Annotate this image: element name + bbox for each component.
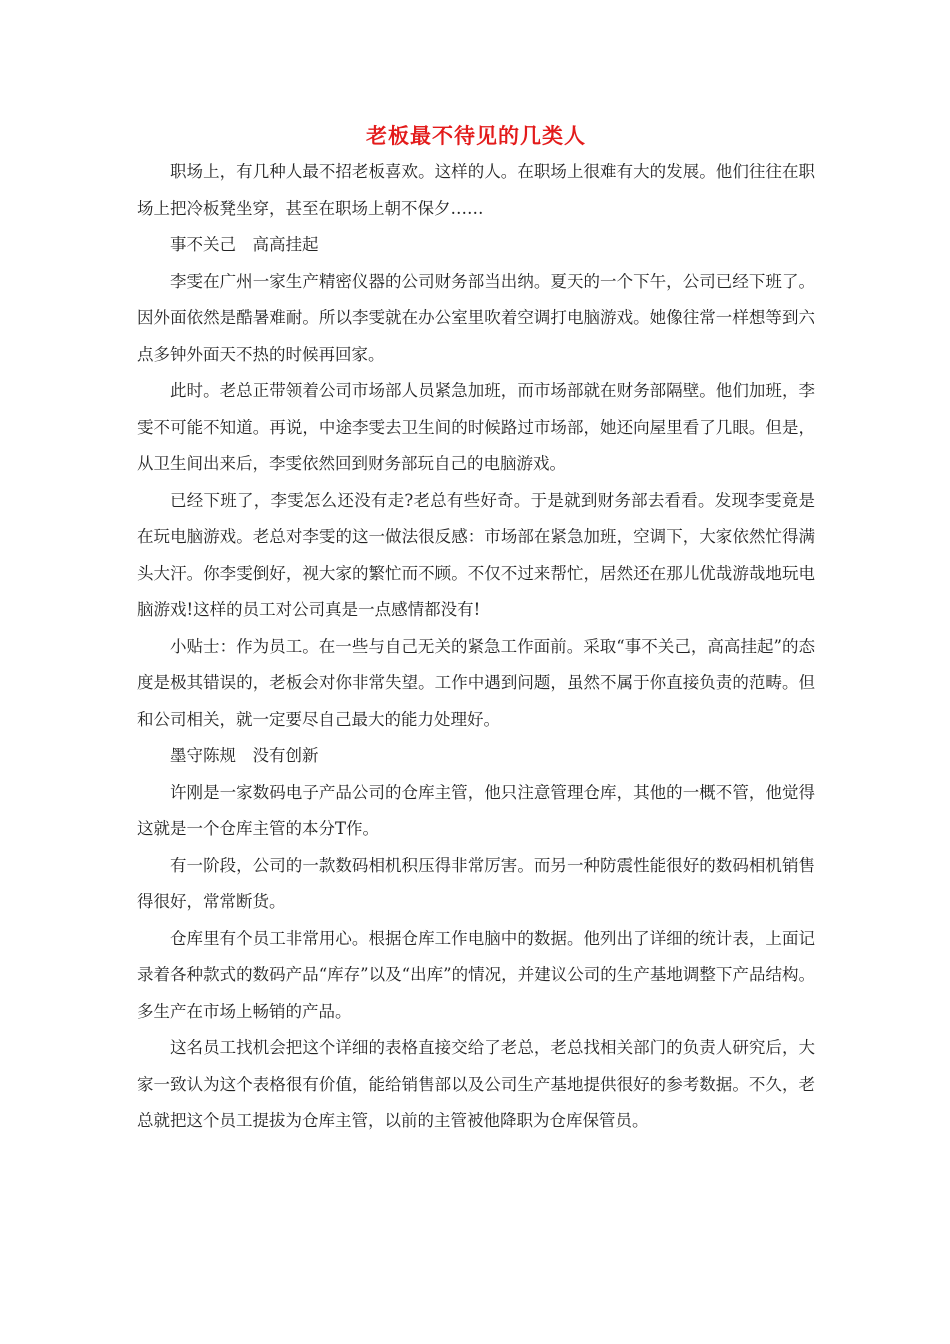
body-paragraph: 这名员工找机会把这个详细的表格直接交给了老总，老总找相关部门的负责人研究后，大家一致认为这个表格很有价值，能给销售部以及公司生产基地提供很好的参考数据。不久，老总就把这个员工提拔为仓库主管，以前的主管被他降职为仓库保管员。 (137, 1038, 815, 1130)
body-paragraph: 仓库里有个员工非常用心。根据仓库工作电脑中的数据。他列出了详细的统计表，上面记录着各种款式的数码产品“库存”以及“出库”的情况，并建议公司的生产基地调整下产品结构。多生产在市场上畅销的产品。 (137, 928, 815, 1021)
body-paragraph: 许刚是一家数码电子产品公司的仓库主管，他只注意管理仓库，其他的一概不管，他觉得这就是一个仓库主管的本分T作。 (137, 782, 815, 838)
document-body (137, 118, 815, 1140)
document-title: 老板最不待见的几类人 (366, 123, 586, 148)
body-paragraph: 有一阶段，公司的一款数码相机积压得非常厉害。而另一种防震性能很好的数码相机销售得很好，常常断货。 (137, 855, 815, 911)
intro-paragraph: 职场上，有几种人最不招老板喜欢。这样的人。在职场上很难有大的发展。他们往往在职场上把冷板凳坐穿，甚至在职场上朝不保夕…… (137, 162, 815, 218)
section-heading-2: 墨守陈规 没有创新 (170, 746, 319, 765)
section-heading-1: 事不关己 高高挂起 (170, 235, 319, 254)
body-paragraph: 已经下班了，李雯怎么还没有走?老总有些好奇。于是就到财务部去看看。发现李雯竟是在玩电脑游戏。老总对李雯的这一做法很反感：市场部在紧急加班，空调下，大家依然忙得满头大汗。你李雯倒好，视大家的繁忙而不顾。不仅不过来帮忙，居然还在那儿优哉游哉地玩电脑游戏!这样的员工对公司真是一点感情都没有! (137, 490, 815, 619)
body-paragraph: 李雯在广州一家生产精密仪器的公司财务部当出纳。夏天的一个下午，公司已经下班了。因外面依然是酷暑难耐。所以李雯就在办公室里吹着空调打电脑游戏。她像往常一样想等到六点多钟外面天不热的时候再回家。 (137, 271, 815, 364)
body-paragraph: 此时。老总正带领着公司市场部人员紧急加班，而市场部就在财务部隔壁。他们加班，李雯不可能不知道。再说，中途李雯去卫生间的时候路过市场部，她还向屋里看了几眼。但是，从卫生间出来后，李雯依然回到财务部玩自己的电脑游戏。 (137, 381, 815, 473)
tip-paragraph: 小贴士：作为员工。在一些与自己无关的紧急工作面前。采取“事不关己，高高挂起”的态度是极其错误的，老板会对你非常失望。工作中遇到问题，虽然不属于你直接负责的范畴。但和公司相关，就一定要尽自己最大的能力处理好。 (137, 636, 815, 729)
